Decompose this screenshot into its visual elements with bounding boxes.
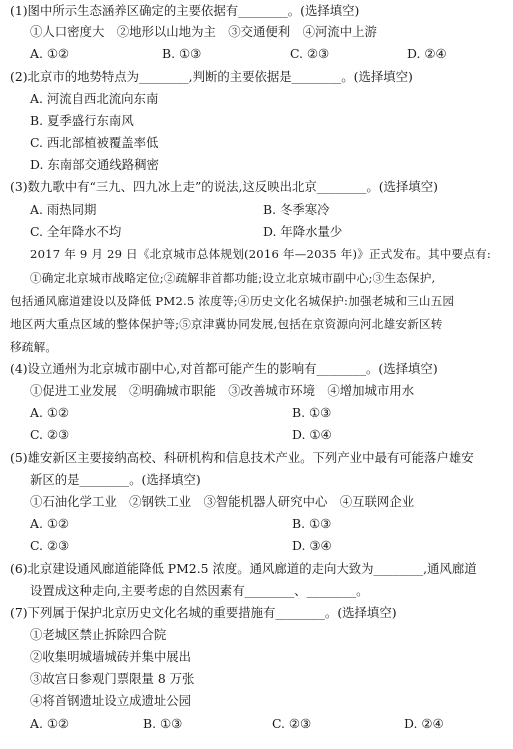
q2-option-d: D. 东南部交通线路稠密 (30, 157, 159, 172)
q7-item-4: ④将首钢遗址设立成遗址公园 (30, 693, 192, 708)
q4-choice-c: C. ②③ (30, 427, 70, 442)
q2-option-b: B. 夏季盛行东南风 (30, 113, 134, 128)
q1-items: ①人口密度大 ②地形以山地为主 ③交通便利 ④河流中上游 (30, 24, 377, 39)
q7-item-1: ①老城区禁止拆除四合院 (30, 627, 167, 642)
passage-line-4: 地区两大重点区域的整体保护等;⑤京津冀协同发展,包括在京资源向河北雄安新区转 (10, 317, 443, 331)
q5-items: ①石油化学工业 ②钢铁工业 ③智能机器人研究中心 ④互联网企业 (30, 494, 415, 509)
q5-stem-line-2: 新区的是________。(选择填空) (30, 472, 201, 487)
q3-choice-c: C. 全年降水不均 (30, 224, 122, 239)
passage-line-5: 移疏解。 (10, 340, 58, 354)
q5-choice-d: D. ③④ (292, 538, 332, 553)
q5-choice-a: A. ①② (30, 516, 70, 531)
q1-choice-c: C. ②③ (290, 46, 330, 61)
q2-stem: (2)北京市的地势特点为________,判断的主要依据是________。(选择填空) (10, 69, 413, 84)
q3-choice-d: D. 年降水量少 (263, 224, 343, 239)
q7-stem: (7)下列属于保护北京历史文化名城的重要措施有________。(选择填空) (10, 605, 397, 620)
q7-choice-b: B. ①③ (143, 716, 183, 731)
q7-item-2: ②收集明城墙城砖并集中展出 (30, 649, 192, 664)
q1-choice-a: A. ①② (30, 46, 70, 61)
q1-stem: (1)图中所示生态涵养区确定的主要依据有________。(选择填空) (10, 3, 360, 18)
q1-choice-d: D. ②④ (407, 46, 447, 61)
q4-items: ①促进工业发展 ②明确城市职能 ③改善城市环境 ④增加城市用水 (30, 383, 415, 398)
passage-line-1: 2017 年 9 月 29 日《北京城市总体规划(2016 年—2035 年)》正式发布。其中要点有: (30, 247, 492, 261)
q7-choice-a: A. ①② (30, 716, 70, 731)
q4-stem: (4)设立通州为北京城市副中心,对首都可能产生的影响有________。(选择填空) (10, 361, 438, 376)
q4-choice-a: A. ①② (30, 405, 70, 420)
q1-choice-b: B. ①③ (162, 46, 202, 61)
passage-line-2: ①确定北京城市战略定位;②疏解非首都功能;设立北京城市副中心;③生态保护, (30, 271, 436, 285)
q4-choice-b: B. ①③ (292, 405, 332, 420)
q3-choice-b: B. 冬季寒冷 (263, 202, 330, 217)
q7-choice-d: D. ②④ (404, 716, 444, 731)
q5-choice-b: B. ①③ (292, 516, 332, 531)
q3-choice-a: A. 雨热同期 (30, 202, 97, 217)
q5-choice-c: C. ②③ (30, 538, 70, 553)
q4-choice-d: D. ①④ (292, 427, 332, 442)
passage-line-3: 包括通风廊道建设以及降低 PM2.5 浓度等;④历史文化名城保护:加强老城和三山五园 (10, 294, 455, 308)
q6-stem-line-2: 设置成这种走向,主要考虑的自然因素有________、________。 (30, 583, 369, 598)
q3-stem: (3)数九歌中有“三九、四九冰上走”的说法,这反映出北京________。(选择填空) (10, 179, 438, 194)
q6-stem-line-1: (6)北京建设通风廊道能降低 PM2.5 浓度。通风廊道的走向大致为________,通风廊道 (10, 561, 477, 576)
q7-choice-c: C. ②③ (272, 716, 312, 731)
q7-item-3: ③故宫日参观门票限量 8 万张 (30, 671, 195, 686)
q5-stem-line-1: (5)雄安新区主要接纳高校、科研机构和信息技术产业。下列产业中最有可能落户雄安 (10, 450, 474, 465)
q2-option-c: C. 西北部植被覆盖率低 (30, 135, 159, 150)
q2-option-a: A. 河流自西北流向东南 (30, 91, 159, 106)
